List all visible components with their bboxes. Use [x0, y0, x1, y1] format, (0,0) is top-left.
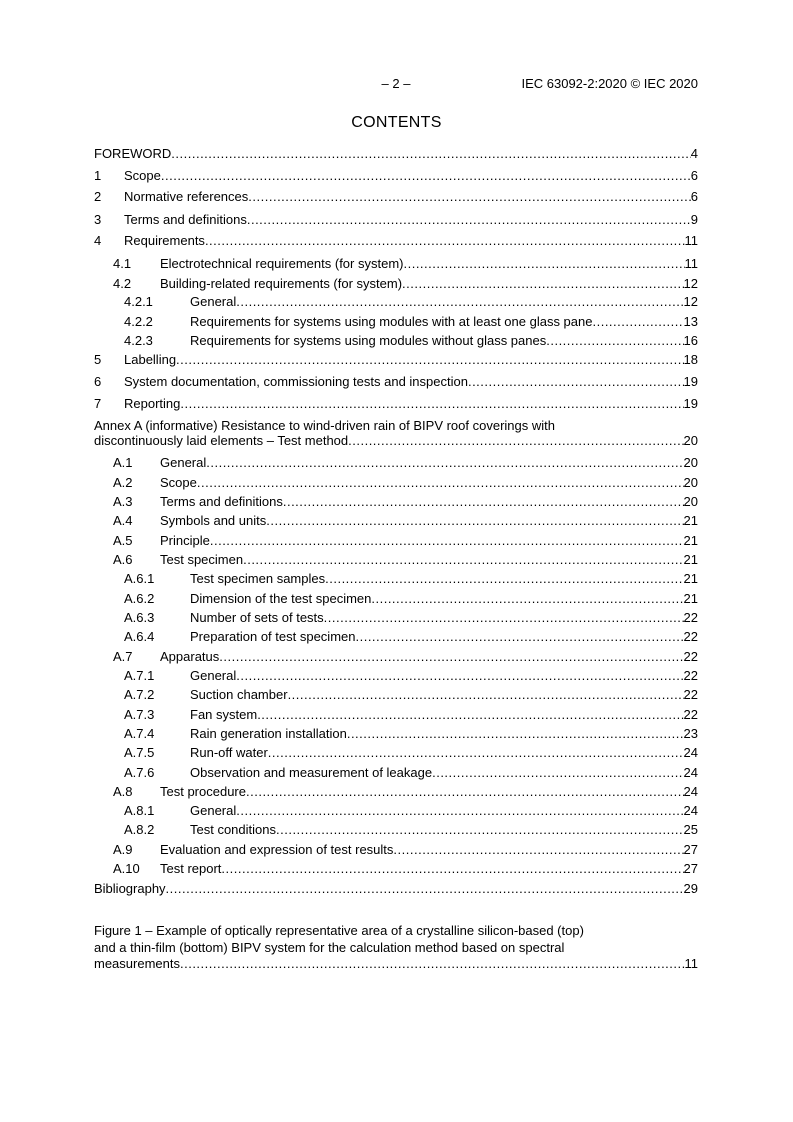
toc-entry-page: 9: [690, 212, 698, 227]
toc-entry-title: Requirements for systems using modules with at least one glass pane: [190, 314, 593, 329]
dot-leader: [248, 189, 690, 205]
toc-entry[interactable]: [94, 552, 698, 568]
toc-entry[interactable]: [94, 256, 698, 272]
toc-entry-number: A.9: [113, 842, 133, 857]
dot-leader: [592, 314, 683, 330]
toc-entry-number: A.1: [113, 455, 133, 470]
toc-entry-page: 6: [690, 189, 698, 204]
toc-entry-page: 22: [683, 668, 698, 683]
toc-entry-title: Terms and definitions: [160, 494, 283, 509]
toc-entry[interactable]: [94, 396, 698, 412]
toc-entry-title: Evaluation and expression of test results: [160, 842, 394, 857]
toc-entry-title: Number of sets of tests: [190, 610, 324, 625]
toc-entry-number: A.10: [113, 861, 140, 876]
dot-leader: [325, 571, 683, 587]
dot-leader: [236, 294, 683, 310]
toc-entry[interactable]: [94, 687, 698, 703]
toc-entry-number: A.6.3: [124, 610, 155, 625]
standard-reference: IEC 63092-2:2020 © IEC 2020: [521, 76, 698, 91]
toc-entry-title: discontinuously laid elements – Test method: [94, 433, 349, 448]
toc-entry-title: Requirements for systems using modules without glass panes: [190, 333, 547, 348]
toc-entry-page: 24: [683, 765, 698, 780]
toc-entry-page: 13: [683, 314, 698, 329]
toc-entry[interactable]: [94, 784, 698, 800]
toc-entry-title: Dimension of the test specimen: [190, 591, 372, 606]
dot-leader: [257, 707, 683, 723]
toc-entry-page: 20: [683, 455, 698, 470]
dot-leader: [268, 745, 684, 761]
page-number: – 2 –: [381, 76, 411, 91]
figure-1-caption-line-2: and a thin-film (bottom) BIPV system for the calculation method based on spectral: [94, 940, 565, 955]
toc-entry-page: 27: [683, 861, 698, 876]
toc-entry-number: 1: [94, 168, 102, 183]
toc-entry[interactable]: [94, 707, 698, 723]
toc-entry[interactable]: [94, 168, 698, 184]
toc-entry-title: System documentation, commissioning tests and inspection: [124, 374, 468, 389]
toc-entry-number: A.6.2: [124, 591, 155, 606]
dot-leader: [180, 396, 683, 412]
toc-entry-page: 16: [683, 333, 698, 348]
toc-entry-number: 2: [94, 189, 102, 204]
dot-leader: [197, 475, 684, 491]
toc-entry[interactable]: [94, 314, 698, 330]
toc-entry-page: 20: [683, 494, 698, 509]
toc-entry-title: Test specimen: [160, 552, 244, 567]
toc-entry-title: Scope: [124, 168, 161, 183]
toc-entry-number: 4.2.1: [124, 294, 153, 309]
toc-entry[interactable]: [94, 956, 698, 972]
toc-entry-page: 22: [683, 649, 698, 664]
toc-entry-title: General: [190, 803, 237, 818]
dot-leader: [324, 610, 684, 626]
toc-entry-title: Labelling: [124, 352, 177, 367]
toc-entry[interactable]: [94, 433, 698, 449]
toc-entry-title: Preparation of test specimen: [190, 629, 356, 644]
toc-entry-number: A.2: [113, 475, 133, 490]
dot-leader: [266, 513, 683, 529]
dot-leader: [347, 726, 684, 742]
toc-entry-title: measurements: [94, 956, 180, 971]
toc-entry-number: A.6.1: [124, 571, 155, 586]
toc-entry[interactable]: [94, 276, 698, 292]
toc-entry-title: Principle: [160, 533, 210, 548]
dot-leader: [276, 822, 684, 838]
toc-entry-title: Rain generation installation: [190, 726, 347, 741]
toc-entry-title: FOREWORD: [94, 146, 172, 161]
toc-entry-page: 12: [683, 294, 698, 309]
toc-entry[interactable]: [94, 842, 698, 858]
toc-entry-number: 6: [94, 374, 102, 389]
toc-entry-number: A.7.5: [124, 745, 155, 760]
dot-leader: [246, 784, 684, 800]
toc-entry[interactable]: [94, 212, 698, 228]
toc-entry-number: 4.1: [113, 256, 132, 271]
toc-entry-number: 4.2.2: [124, 314, 153, 329]
toc-entry[interactable]: [94, 610, 698, 626]
toc-entry-number: A.8.1: [124, 803, 155, 818]
toc-entry-page: 22: [683, 629, 698, 644]
toc-entry-title: Suction chamber: [190, 687, 288, 702]
toc-entry-number: 4: [94, 233, 102, 248]
dot-leader: [166, 881, 684, 897]
toc-entry-number: A.3: [113, 494, 133, 509]
toc-entry[interactable]: [94, 333, 698, 349]
toc-entry-page: 23: [683, 726, 698, 741]
dot-leader: [236, 803, 683, 819]
toc-entry-title: Electrotechnical requirements (for system): [160, 256, 404, 271]
toc-entry[interactable]: [94, 745, 698, 761]
dot-leader: [371, 591, 683, 607]
dot-leader: [432, 765, 683, 781]
toc-entry-page: 4: [690, 146, 698, 161]
dot-leader: [161, 168, 691, 184]
toc-entry[interactable]: [94, 494, 698, 510]
toc-entry-page: 12: [683, 276, 698, 291]
toc-entry-number: A.8: [113, 784, 133, 799]
toc-entry-page: 19: [683, 396, 698, 411]
toc-entry-page: 22: [683, 707, 698, 722]
toc-entry-title: General: [160, 455, 207, 470]
toc-entry-number: 7: [94, 396, 102, 411]
toc-entry-title: Requirements: [124, 233, 205, 248]
dot-leader: [403, 256, 684, 272]
dot-leader: [283, 494, 684, 510]
dot-leader: [468, 374, 684, 390]
toc-entry-title: Terms and definitions: [124, 212, 247, 227]
dot-leader: [221, 861, 683, 877]
dot-leader: [180, 956, 685, 972]
toc-entry[interactable]: [94, 591, 698, 607]
toc-entry[interactable]: [94, 146, 698, 162]
toc-entry-title: Building-related requirements (for system): [160, 276, 403, 291]
dot-leader: [219, 649, 683, 665]
toc-entry-number: 5: [94, 352, 102, 367]
toc-entry-page: 25: [683, 822, 698, 837]
toc-entry-number: A.4: [113, 513, 133, 528]
toc-entry-page: 24: [683, 803, 698, 818]
toc-entry-number: A.6: [113, 552, 133, 567]
toc-entry-page: 21: [683, 552, 698, 567]
dot-leader: [355, 629, 683, 645]
dot-leader: [247, 212, 691, 228]
toc-entry-page: 27: [683, 842, 698, 857]
toc-entry[interactable]: [94, 189, 698, 205]
dot-leader: [348, 433, 683, 449]
toc-entry-page: 21: [683, 571, 698, 586]
toc-entry-title: Run-off water: [190, 745, 268, 760]
toc-entry-page: 22: [683, 610, 698, 625]
toc-entry-page: 21: [683, 533, 698, 548]
toc-entry-number: A.7.4: [124, 726, 155, 741]
toc-entry-number: A.7.6: [124, 765, 155, 780]
toc-entry-page: 6: [690, 168, 698, 183]
toc-entry-page: 20: [683, 475, 698, 490]
toc-entry-title: Apparatus: [160, 649, 220, 664]
toc-entry[interactable]: [94, 513, 698, 529]
toc-entry-number: 4.2.3: [124, 333, 153, 348]
toc-entry-title: Normative references: [124, 189, 249, 204]
toc-entry-title: Test report: [160, 861, 222, 876]
toc-entry[interactable]: [94, 629, 698, 645]
toc-entry-number: A.6.4: [124, 629, 155, 644]
toc-entry-page: 24: [683, 745, 698, 760]
toc-entry[interactable]: [94, 571, 698, 587]
toc-entry-page: 21: [683, 591, 698, 606]
toc-entry-page: 21: [683, 513, 698, 528]
toc-entry-page: 18: [683, 352, 698, 367]
toc-entry[interactable]: [94, 803, 698, 819]
toc-entry-title: Test conditions: [190, 822, 276, 837]
dot-leader: [171, 146, 690, 162]
toc-entry-title: Bibliography: [94, 881, 166, 896]
toc-entry-number: A.7: [113, 649, 133, 664]
dot-leader: [243, 552, 683, 568]
toc-entry-title: Test procedure: [160, 784, 246, 799]
toc-entry-page: 20: [683, 433, 698, 448]
toc-entry[interactable]: [94, 352, 698, 368]
toc-entry-title: Fan system: [190, 707, 258, 722]
toc-entry-page: 19: [683, 374, 698, 389]
dot-leader: [546, 333, 683, 349]
toc-entry-title: General: [190, 294, 237, 309]
toc-entry[interactable]: [94, 374, 698, 390]
dot-leader: [206, 455, 683, 471]
toc-entry[interactable]: [94, 861, 698, 877]
figure-1-caption-line-1: Figure 1 – Example of optically representative area of a crystalline silicon-based (top): [94, 923, 584, 938]
dot-leader: [393, 842, 683, 858]
dot-leader: [210, 533, 684, 549]
toc-entry[interactable]: [94, 822, 698, 838]
toc-entry[interactable]: [94, 668, 698, 684]
toc-entry-number: A.8.2: [124, 822, 155, 837]
toc-entry-page: 29: [683, 881, 698, 896]
toc-entry-page: 11: [684, 956, 698, 971]
toc-entry-number: A.5: [113, 533, 133, 548]
toc-entry-page: 22: [683, 687, 698, 702]
toc-entry[interactable]: [94, 765, 698, 781]
toc-entry-title: Test specimen samples: [190, 571, 326, 586]
page-title: CONTENTS: [351, 114, 442, 131]
toc-entry-page: 11: [684, 233, 698, 248]
dot-leader: [236, 668, 683, 684]
toc-entry-number: A.7.1: [124, 668, 155, 683]
toc-entry[interactable]: [94, 294, 698, 310]
toc-entry[interactable]: [94, 649, 698, 665]
toc-entry-number: 4.2: [113, 276, 132, 291]
toc-entry-title: Observation and measurement of leakage: [190, 765, 433, 780]
dot-leader: [402, 276, 683, 292]
toc-entry-title: Symbols and units: [160, 513, 267, 528]
dot-leader: [176, 352, 683, 368]
toc-entry-title: Scope: [160, 475, 197, 490]
toc-entry[interactable]: [94, 455, 698, 471]
annex-a-heading: Annex A (informative) Resistance to wind-driven rain of BIPV roof coverings with: [94, 418, 555, 433]
toc-entry-title: Reporting: [124, 396, 181, 411]
toc-entry[interactable]: [94, 475, 698, 491]
dot-leader: [288, 687, 684, 703]
toc-entry-number: A.7.2: [124, 687, 155, 702]
toc-entry-title: General: [190, 668, 237, 683]
toc-entry[interactable]: [94, 233, 698, 249]
toc-entry-page: 11: [684, 256, 698, 271]
toc-entry-number: 3: [94, 212, 102, 227]
dot-leader: [205, 233, 685, 249]
toc-entry[interactable]: [94, 533, 698, 549]
toc-entry[interactable]: [94, 881, 698, 897]
toc-entry[interactable]: [94, 726, 698, 742]
toc-entry-number: A.7.3: [124, 707, 155, 722]
toc-entry-page: 24: [683, 784, 698, 799]
